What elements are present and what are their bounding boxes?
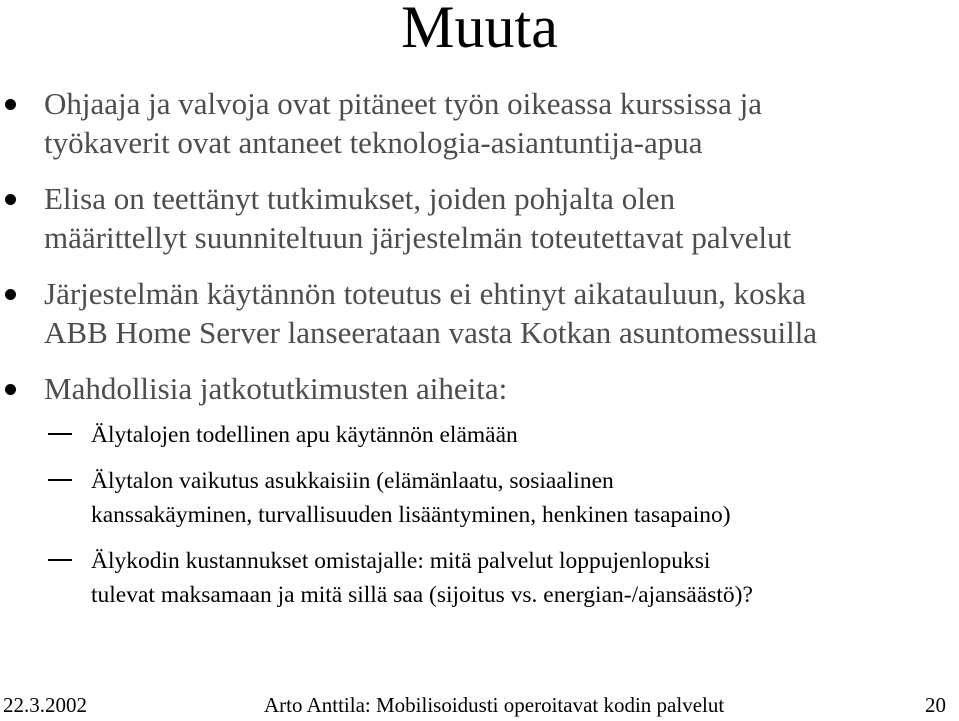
dash-icon xyxy=(48,479,72,481)
subbullet-line: Älykodin kustannukset omistajalle: mitä palvelut loppujenlopuksi xyxy=(91,548,711,574)
subbullet-item xyxy=(0,464,959,532)
footer-presentation-title: Arto Anttila: Mobilisoidusti operoitavat kodin palvelut xyxy=(264,693,725,717)
bullet-line: määrittellyt suunniteltuun järjestelmän toteutettavat palvelut xyxy=(44,220,792,255)
bullet-line: ABB Home Server lanseerataan vasta Kotkan asuntomessuilla xyxy=(44,315,818,350)
bullet-dot-icon xyxy=(5,289,16,300)
bullet-line: Ohjaaja ja valvoja ovat pitäneet työn oikeassa kurssissa ja xyxy=(44,86,762,121)
bullet-item xyxy=(0,84,959,162)
bullet-line: Elisa on teettänyt tutkimukset, joiden pohjalta olen xyxy=(44,181,676,216)
dash-icon xyxy=(48,559,72,561)
subbullet-line: Älytalojen todellinen apu käytännön elämään xyxy=(91,422,518,448)
bullet-list xyxy=(0,84,959,624)
bullet-dot-icon xyxy=(5,384,16,395)
bullet-line: Järjestelmän käytännön toteutus ei ehtinyt aikatauluun, koska xyxy=(44,276,806,311)
bullet-item xyxy=(0,369,959,408)
bullet-line: Mahdollisia jatkotutkimusten aiheita: xyxy=(44,371,508,406)
subbullet-list xyxy=(0,418,959,612)
subbullet-item xyxy=(0,544,959,612)
page-number: 20 xyxy=(925,693,946,717)
bullet-dot-icon xyxy=(5,99,16,110)
bullet-item xyxy=(0,179,959,257)
subbullet-item xyxy=(0,418,959,452)
bullet-dot-icon xyxy=(5,194,16,205)
subbullet-line: kanssakäyminen, turvallisuuden lisääntyminen, henkinen tasapaino) xyxy=(91,502,731,528)
bullet-item xyxy=(0,274,959,352)
slide-title: Muuta xyxy=(401,0,558,60)
subbullet-line: Älytalon vaikutus asukkaisiin (elämänlaatu, sosiaalinen xyxy=(91,468,614,494)
footer-date: 22.3.2002 xyxy=(3,693,87,717)
bullet-line: työkaverit ovat antaneet teknologia-asiantuntija-apua xyxy=(44,125,703,160)
dash-icon xyxy=(48,433,72,435)
subbullet-line: tulevat maksamaan ja mitä sillä saa (sijoitus vs. energian-/ajansäästö)? xyxy=(91,582,753,608)
